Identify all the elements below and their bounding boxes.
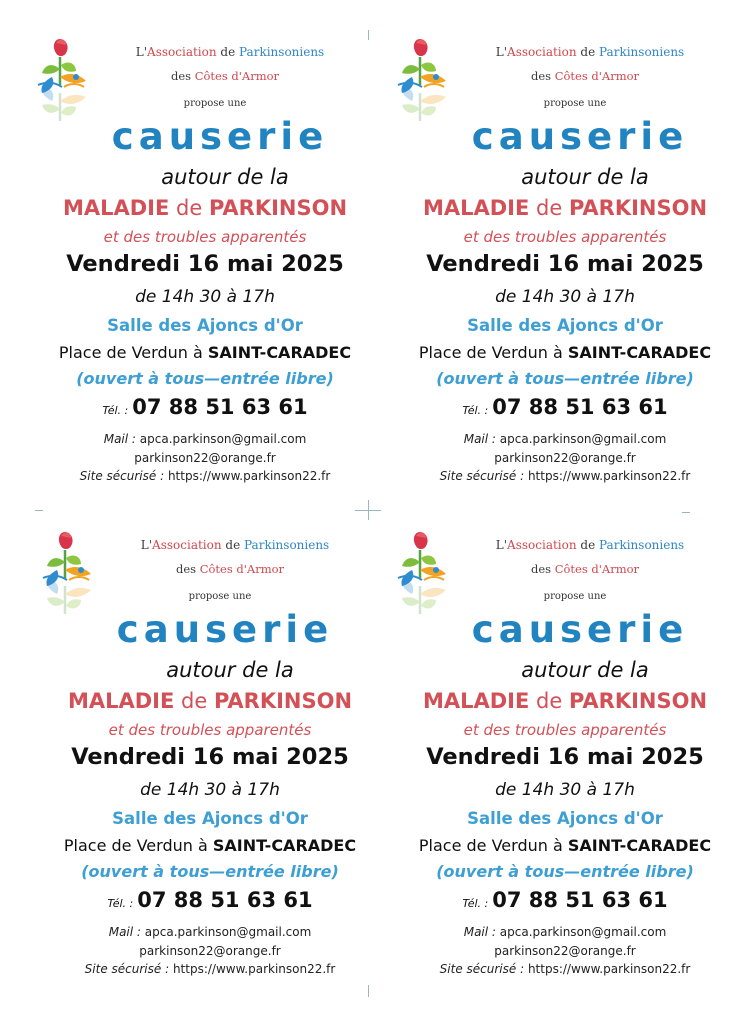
- address-town: SAINT-CARADEC: [567, 836, 712, 855]
- troubles-subtitle: et des troubles apparentés: [463, 228, 667, 246]
- assoc-region: Côtes d'Armor: [554, 69, 640, 83]
- phone-line: [390, 888, 740, 912]
- maladie-heading: [35, 689, 385, 713]
- phone-label: Tél. :: [107, 897, 134, 910]
- causerie-title: causerie: [471, 115, 689, 158]
- maladie-word: MALADIE: [422, 196, 530, 220]
- maladie-de: de: [174, 689, 214, 713]
- association-name-line2: [390, 562, 740, 576]
- assoc-prefix: L': [495, 45, 508, 59]
- flyer-top-right: [390, 35, 740, 515]
- phone-label: Tél. :: [102, 404, 129, 417]
- site-label: Site sécurisé :: [439, 469, 525, 483]
- assoc-word-association: Association: [507, 538, 577, 552]
- assoc-region: Côtes d'Armor: [199, 562, 285, 576]
- event-address: [35, 836, 385, 855]
- website-line: [390, 962, 740, 976]
- event-venue: Salle des Ajoncs d'Or: [467, 809, 663, 828]
- website-line: [390, 469, 740, 483]
- phone-number: 07 88 51 63 61: [132, 395, 308, 419]
- mail-address-2: parkinson22@orange.fr: [494, 451, 636, 465]
- event-date: Vendredi 16 mai 2025: [71, 744, 349, 770]
- mail-line: [390, 432, 740, 446]
- address-prefix: Place de Verdun à: [418, 343, 568, 362]
- causerie-title: causerie: [116, 608, 334, 651]
- phone-label: Tél. :: [462, 897, 489, 910]
- assoc-region: Côtes d'Armor: [194, 69, 280, 83]
- open-to-all-note: (ouvert à tous—entrée libre): [436, 369, 694, 388]
- event-time: de 14h 30 à 17h: [140, 780, 280, 800]
- event-address: [390, 836, 740, 855]
- address-prefix: Place de Verdun à: [63, 836, 213, 855]
- maladie-de: de: [529, 196, 569, 220]
- event-time: de 14h 30 à 17h: [135, 287, 275, 307]
- causerie-title: causerie: [471, 608, 689, 651]
- maladie-de: de: [169, 196, 209, 220]
- propose-text: propose une: [543, 98, 607, 109]
- assoc-de: de: [221, 538, 245, 552]
- site-label: Site sécurisé :: [84, 962, 170, 976]
- address-town: SAINT-CARADEC: [212, 836, 357, 855]
- flyer-top-left: [30, 35, 380, 515]
- association-name-line1: [30, 45, 380, 59]
- assoc-des: des: [530, 562, 555, 576]
- maladie-word: MALADIE: [62, 196, 170, 220]
- event-time: de 14h 30 à 17h: [495, 287, 635, 307]
- parkinson-word: PARKINSON: [568, 689, 708, 713]
- address-prefix: Place de Verdun à: [58, 343, 208, 362]
- flyer-bottom-right: [390, 528, 740, 1008]
- maladie-word: MALADIE: [67, 689, 175, 713]
- flyer-bottom-left: [35, 528, 385, 1008]
- phone-line: [30, 395, 380, 419]
- assoc-prefix: L': [495, 538, 508, 552]
- open-to-all-note: (ouvert à tous—entrée libre): [436, 862, 694, 881]
- address-town: SAINT-CARADEC: [567, 343, 712, 362]
- phone-label: Tél. :: [462, 404, 489, 417]
- assoc-word-parkinsoniens: Parkinsoniens: [244, 538, 330, 552]
- association-name-line1: [390, 538, 740, 552]
- autour-text: autour de la: [521, 658, 649, 682]
- website-url: https://www.parkinson22.fr: [172, 962, 336, 976]
- mail-address-2: parkinson22@orange.fr: [494, 944, 636, 958]
- event-date: Vendredi 16 mai 2025: [426, 744, 704, 770]
- assoc-de: de: [576, 538, 600, 552]
- autour-text: autour de la: [521, 165, 649, 189]
- website-line: [35, 962, 385, 976]
- mail-address-1: apca.parkinson@gmail.com: [499, 432, 667, 446]
- mail-label: Mail :: [103, 432, 136, 446]
- autour-text: autour de la: [161, 165, 289, 189]
- assoc-word-parkinsoniens: Parkinsoniens: [599, 538, 685, 552]
- event-address: [30, 343, 380, 362]
- assoc-word-parkinsoniens: Parkinsoniens: [599, 45, 685, 59]
- assoc-prefix: L': [140, 538, 153, 552]
- mail-label: Mail :: [108, 925, 141, 939]
- mail-line: [35, 925, 385, 939]
- mail-label: Mail :: [463, 432, 496, 446]
- phone-number: 07 88 51 63 61: [492, 888, 668, 912]
- mail-address-1: apca.parkinson@gmail.com: [499, 925, 667, 939]
- address-prefix: Place de Verdun à: [418, 836, 568, 855]
- phone-number: 07 88 51 63 61: [492, 395, 668, 419]
- association-name-line1: [35, 538, 385, 552]
- event-date: Vendredi 16 mai 2025: [66, 251, 344, 277]
- website-url: https://www.parkinson22.fr: [167, 469, 331, 483]
- troubles-subtitle: et des troubles apparentés: [108, 721, 312, 739]
- association-name-line2: [30, 69, 380, 83]
- mail-line: [30, 432, 380, 446]
- autour-text: autour de la: [166, 658, 294, 682]
- propose-text: propose une: [188, 591, 252, 602]
- parkinson-word: PARKINSON: [213, 689, 353, 713]
- event-date: Vendredi 16 mai 2025: [426, 251, 704, 277]
- assoc-word-association: Association: [507, 45, 577, 59]
- association-name-line1: [390, 45, 740, 59]
- causerie-title: causerie: [111, 115, 329, 158]
- assoc-de: de: [576, 45, 600, 59]
- assoc-des: des: [530, 69, 555, 83]
- mail-address-2: parkinson22@orange.fr: [134, 451, 276, 465]
- mail-address-1: apca.parkinson@gmail.com: [144, 925, 312, 939]
- phone-line: [390, 395, 740, 419]
- mail-address-2: parkinson22@orange.fr: [139, 944, 281, 958]
- assoc-de: de: [216, 45, 240, 59]
- open-to-all-note: (ouvert à tous—entrée libre): [76, 369, 334, 388]
- website-url: https://www.parkinson22.fr: [527, 469, 691, 483]
- assoc-word-association: Association: [152, 538, 222, 552]
- propose-text: propose une: [183, 98, 247, 109]
- propose-text: propose une: [543, 591, 607, 602]
- mail-label: Mail :: [463, 925, 496, 939]
- event-venue: Salle des Ajoncs d'Or: [107, 316, 303, 335]
- troubles-subtitle: et des troubles apparentés: [103, 228, 307, 246]
- association-name-line2: [390, 69, 740, 83]
- assoc-des: des: [170, 69, 195, 83]
- assoc-word-association: Association: [147, 45, 217, 59]
- maladie-heading: [390, 689, 740, 713]
- site-label: Site sécurisé :: [439, 962, 525, 976]
- association-name-line2: [35, 562, 385, 576]
- assoc-prefix: L': [135, 45, 148, 59]
- mail-line: [390, 925, 740, 939]
- event-venue: Salle des Ajoncs d'Or: [467, 316, 663, 335]
- mail-address-1: apca.parkinson@gmail.com: [139, 432, 307, 446]
- site-label: Site sécurisé :: [79, 469, 165, 483]
- event-address: [390, 343, 740, 362]
- parkinson-word: PARKINSON: [208, 196, 348, 220]
- maladie-word: MALADIE: [422, 689, 530, 713]
- maladie-heading: [30, 196, 380, 220]
- maladie-de: de: [529, 689, 569, 713]
- phone-line: [35, 888, 385, 912]
- troubles-subtitle: et des troubles apparentés: [463, 721, 667, 739]
- open-to-all-note: (ouvert à tous—entrée libre): [81, 862, 339, 881]
- phone-number: 07 88 51 63 61: [137, 888, 313, 912]
- assoc-word-parkinsoniens: Parkinsoniens: [239, 45, 325, 59]
- maladie-heading: [390, 196, 740, 220]
- assoc-region: Côtes d'Armor: [554, 562, 640, 576]
- parkinson-word: PARKINSON: [568, 196, 708, 220]
- address-town: SAINT-CARADEC: [207, 343, 352, 362]
- website-line: [30, 469, 380, 483]
- event-venue: Salle des Ajoncs d'Or: [112, 809, 308, 828]
- website-url: https://www.parkinson22.fr: [527, 962, 691, 976]
- assoc-des: des: [175, 562, 200, 576]
- event-time: de 14h 30 à 17h: [495, 780, 635, 800]
